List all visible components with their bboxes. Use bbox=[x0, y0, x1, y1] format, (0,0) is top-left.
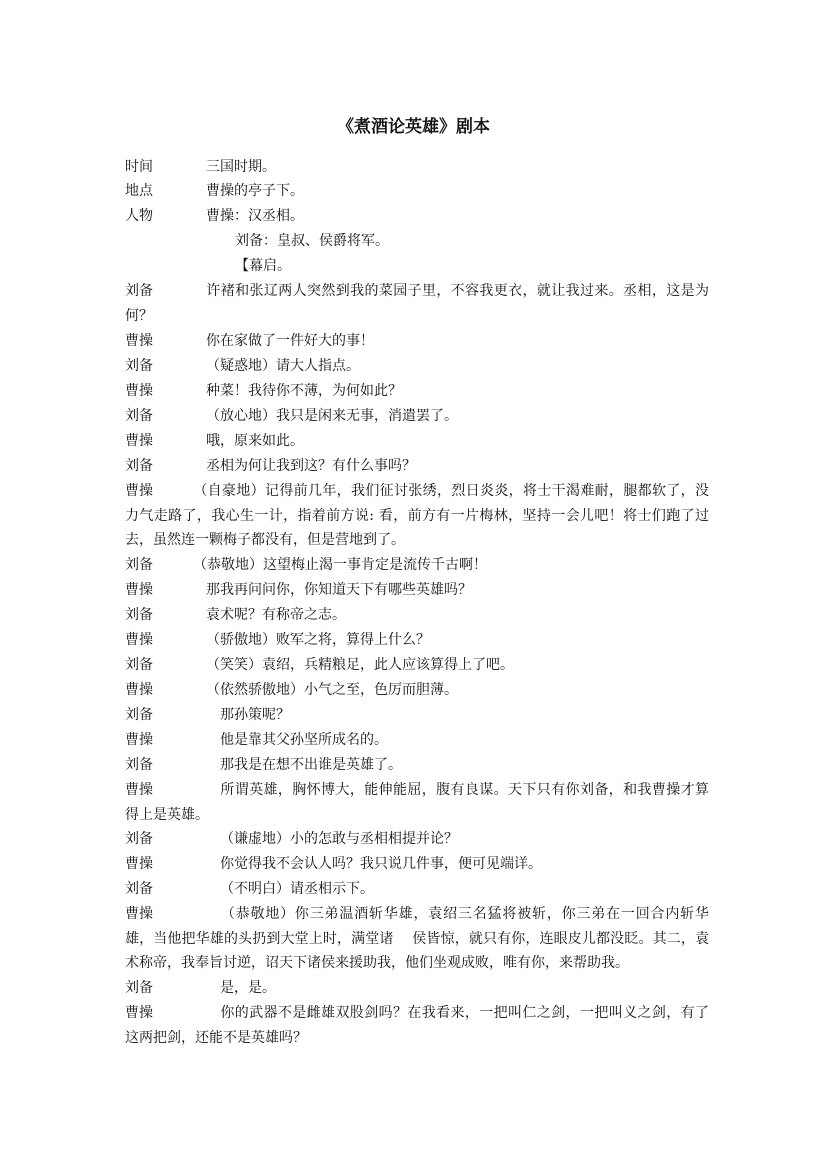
line-text: 那我再问问你，你知道天下有哪些英雄吗？ bbox=[206, 582, 472, 598]
line-text: 你觉得我不会认人吗？我只说几件事，便可见端详。 bbox=[220, 856, 542, 872]
speaker: 刘备 bbox=[125, 408, 153, 424]
speaker: 曹操 bbox=[125, 682, 153, 698]
line-text: 你在家做了一件好大的事！ bbox=[206, 333, 374, 349]
speaker: 刘备 bbox=[125, 881, 153, 897]
line-text: 哦，原来如此。 bbox=[206, 433, 304, 449]
speaker: 刘备 bbox=[125, 557, 153, 573]
speaker: 曹操 bbox=[125, 582, 153, 598]
line-text: 袁术呢？有称帝之志。 bbox=[206, 607, 346, 623]
dialogue-line bbox=[125, 279, 709, 328]
characters-label: 人物 bbox=[125, 208, 153, 224]
line-text: （恭敬地）这望梅止渴一事肯定是流传千古啊！ bbox=[193, 557, 487, 573]
speaker: 刘备 bbox=[125, 707, 153, 723]
speaker: 曹操 bbox=[125, 383, 153, 399]
character-liubei: 刘备：皇叔、侯爵将军。 bbox=[235, 233, 389, 249]
place-label: 地点 bbox=[125, 183, 153, 199]
line-text: 许褚和张辽两人突然到我的菜园子里，不容我更衣，就让我过来。丞相，这是为何？ bbox=[125, 283, 709, 324]
line-text: （不明白）请丞相示下。 bbox=[220, 881, 374, 897]
dialogue-line bbox=[125, 479, 709, 553]
dialogue-line bbox=[125, 778, 709, 827]
speaker: 曹操 bbox=[125, 906, 153, 922]
speaker: 曹操 bbox=[125, 433, 153, 449]
line-text: （恭敬地）你三弟温酒斩华雄，袁绍三名猛将被斩，你三弟在一回合内斩华雄，当他把华雄的头扔到大堂上时，满堂诸 侯皆惊，就只有你，连眼皮儿都没眨。其二，袁术称帝，我奉旨讨逆，诏天下诸侯来援助我，他们坐观成败，唯有你，来帮助我。 bbox=[125, 906, 709, 972]
speaker: 曹操 bbox=[125, 856, 153, 872]
line-text: （疑惑地）请大人指点。 bbox=[206, 358, 360, 374]
speaker: 曹操 bbox=[125, 1005, 153, 1021]
line-text: 那孙策呢？ bbox=[220, 707, 290, 723]
line-text: 是，是。 bbox=[220, 980, 276, 996]
line-text: （骄傲地）败军之将，算得上什么？ bbox=[206, 632, 430, 648]
character-caocao: 曹操：汉丞相。 bbox=[206, 208, 304, 224]
speaker: 刘备 bbox=[125, 757, 153, 773]
line-text: 丞相为何让我到这？有什么事吗？ bbox=[206, 458, 416, 474]
place-value: 曹操的亭子下。 bbox=[206, 183, 304, 199]
line-text: （自豪地）记得前几年，我们征讨张绣，烈日炎炎，将士干渴难耐，腿都软了，没力气走路了，我心生一计，指着前方说: 看，前方有一片梅林，坚持一会儿吧！将士们跑了过去，虽然连一颗梅子都没有，但是营地到了。 bbox=[125, 483, 709, 549]
speaker: 刘备 bbox=[125, 657, 153, 673]
line-text: （笑笑）袁绍，兵精粮足，此人应该算得上了吧。 bbox=[206, 657, 514, 673]
time-label: 时间 bbox=[125, 159, 153, 175]
dialogue-line bbox=[125, 1001, 709, 1050]
speaker: 曹操 bbox=[125, 732, 153, 748]
speaker: 曹操 bbox=[125, 483, 153, 499]
line-text: 所谓英雄，胸怀博大，能伸能屈，腹有良谋。天下只有你刘备，和我曹操才算得上是英雄。 bbox=[125, 782, 709, 823]
curtain-direction: 【幕启。 bbox=[235, 258, 291, 274]
speaker: 曹操 bbox=[125, 782, 153, 798]
line-text: 他是靠其父孙坚所成名的。 bbox=[220, 732, 388, 748]
line-text: （依然骄傲地）小气之至，色厉而胆薄。 bbox=[206, 682, 458, 698]
line-text: （放心地）我只是闲来无事，消遣罢了。 bbox=[206, 408, 458, 424]
page-title: 《煮酒论英雄》剧本 bbox=[337, 117, 490, 137]
speaker: 刘备 bbox=[125, 980, 153, 996]
speaker: 刘备 bbox=[125, 831, 153, 847]
line-text: 你的武器不是雌雄双股剑吗？在我看来，一把叫仁之剑，一把叫义之剑，有了这两把剑，还能不是英雄吗？ bbox=[125, 1005, 709, 1046]
line-text: （谦虚地）小的怎敢与丞相相提并论？ bbox=[220, 831, 458, 847]
dialogue-line bbox=[125, 902, 709, 976]
speaker: 刘备 bbox=[125, 458, 153, 474]
speaker: 刘备 bbox=[125, 283, 153, 299]
speaker: 曹操 bbox=[125, 632, 153, 648]
speaker: 刘备 bbox=[125, 607, 153, 623]
time-value: 三国时期。 bbox=[206, 159, 276, 175]
speaker: 曹操 bbox=[125, 333, 153, 349]
speaker: 刘备 bbox=[125, 358, 153, 374]
line-text: 那我是在想不出谁是英雄了。 bbox=[220, 757, 402, 773]
line-text: 种菜！我待你不薄，为何如此？ bbox=[206, 383, 402, 399]
